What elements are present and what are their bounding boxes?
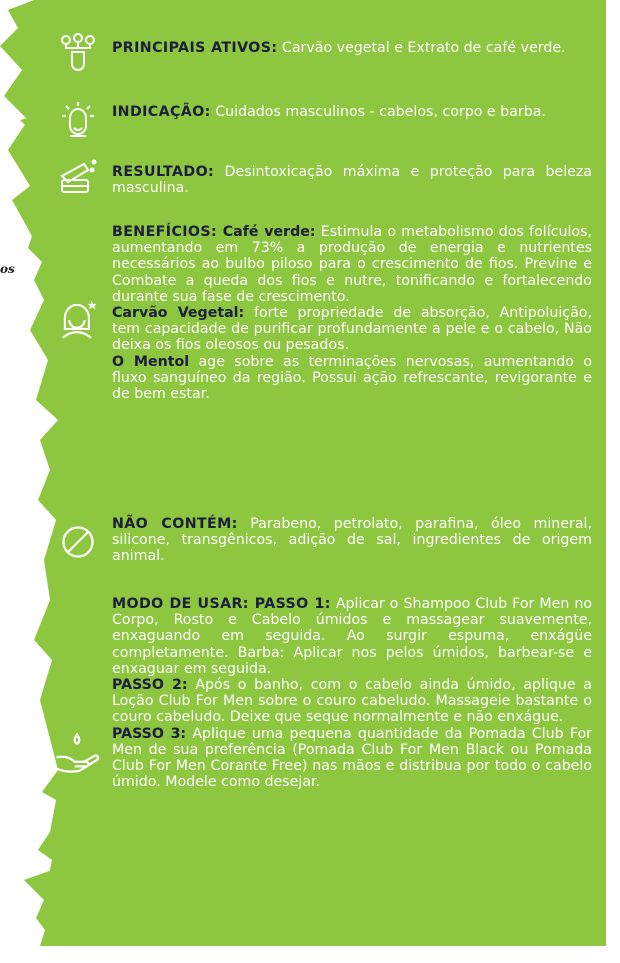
subheading-passo-2: PASSO 2:: [112, 677, 188, 694]
subheading-passo-3: PASSO 3:: [112, 725, 187, 742]
section-principais-ativos: [112, 40, 592, 56]
text-passo-1: Aplicar o Shampoo Club For Men no Corpo, Rosto e Cabelo úmidos e massagear suavemente, enxaguando em seguida. Ao surgir espuma, enxágüe completamente. Barba: Aplicar nos pelos úmidos, barbear-se e enxaguar em seguida.: [112, 596, 592, 677]
text-carvao-vegetal: forte propriedade de absorção, Antipoluição, tem capacidade de purificar profundamente a pele e o cabelo, Não deixa os fios oleosos ou pesados.: [112, 305, 592, 354]
subheading-cafe-verde: Café verde:: [217, 224, 316, 240]
cropped-side-text: os: [0, 262, 15, 276]
hair-woman-icon: [54, 294, 102, 342]
test-tubes-icon: [56, 30, 100, 74]
text-passo-2: Após o banho, com o cabelo ainda úmido, aplique a Loção Club For Men sobre o couro cabeludo. Massageie bastante o couro cabeludo. Deixe que seque normalmente e não enxágue.: [112, 677, 593, 726]
text-passo-3: Aplique uma pequena quantidade da Pomada Club For Men de sua preferência (Pomada Club For Men Black ou Pomada Club For Men Corante Free) nas mãos e distribua por todo o cabelo úmido. Modele como desejar.: [112, 725, 592, 791]
hand-drop-icon: [52, 730, 102, 780]
section-beneficios: [112, 224, 592, 402]
heading-principais-ativos: PRINCIPAIS ATIVOS:: [112, 40, 278, 56]
heading-indicacao: INDICAÇÃO:: [112, 104, 211, 120]
subheading-carvao-vegetal: Carvão Vegetal:: [112, 305, 245, 322]
text-nao-contem: Parabeno, petrolato, parafina, óleo mineral, silicone, transgênicos, adição de sal, ingredientes de origem animal.: [112, 516, 592, 565]
text-resultado: Desintoxicação máxima e proteção para beleza masculina.: [112, 164, 592, 197]
heading-resultado: RESULTADO:: [112, 164, 215, 180]
text-mentol: age sobre as terminações nervosas, aumentando o fluxo sanguíneo da região. Possui ação refrescante, revigorante e de bem estar.: [112, 353, 592, 403]
heading-nao-contem: NÃO CONTÉM:: [112, 516, 238, 532]
section-modo-de-usar: [112, 596, 592, 790]
section-resultado: [112, 164, 592, 196]
heading-modo-de-usar: MODO DE USAR: PASSO 1:: [112, 596, 331, 612]
text-principais-ativos: Carvão vegetal e Extrato de café verde.: [277, 40, 566, 56]
section-indicacao: [112, 104, 592, 120]
text-cafe-verde: Estimula o metabolismo dos folículos, aumentando em 73% a produção de energia e nutrientes necessários ao bulbo piloso para o crescimento de fios. Previne e Combate a queda dos fios e nutre, tonificando e fortalecendo durante sua fase de crescimento.: [112, 224, 592, 305]
prohibited-icon: [58, 522, 98, 562]
text-indicacao: Cuidados masculinos - cabelos, corpo e barba.: [210, 104, 546, 120]
section-nao-contem: [112, 516, 592, 565]
subheading-mentol: O Mentol: [112, 353, 190, 370]
product-jar-icon: [56, 154, 100, 198]
heading-beneficios: BENEFÍCIOS:: [112, 224, 218, 240]
man-head-icon: [56, 98, 100, 142]
